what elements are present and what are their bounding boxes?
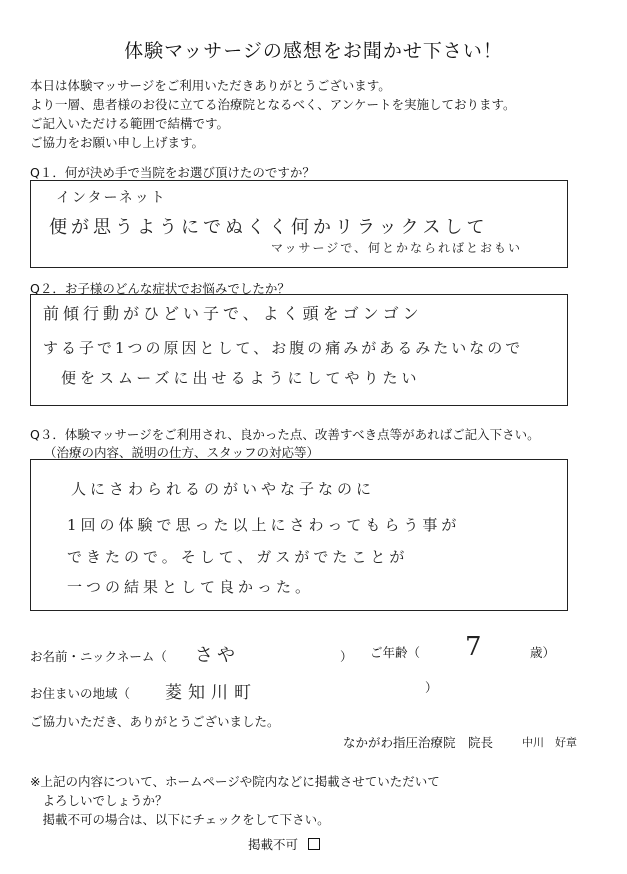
no-publish-option[interactable]: [248, 835, 320, 853]
area-value[interactable]: 菱知川町: [165, 683, 257, 703]
notice-line: 掲載不可の場合は、以下にチェックをして下さい。: [30, 812, 330, 827]
area-close-paren: ）: [425, 680, 438, 695]
intro-line: 本日は体験マッサージをご利用いただきありがとうございます。: [30, 78, 391, 93]
q2-answer-line: 便をスムーズに出せるようにしてやりたい: [61, 369, 421, 387]
intro-line: ご協力をお願い申し上げます。: [30, 135, 205, 150]
no-publish-checkbox[interactable]: [308, 838, 320, 850]
q2-question: Q２．お子様のどんな症状でお悩みでしたか？: [30, 281, 290, 296]
notice-line: ※上記の内容について、ホームページや院内などに掲載させていただいて: [30, 774, 440, 789]
publish-notice: [30, 772, 440, 829]
notice-line: よろしいでしょうか？: [30, 793, 168, 808]
director-name: 中川 好章: [522, 736, 577, 749]
intro-text: [30, 76, 516, 152]
q3-answer-box[interactable]: [30, 459, 568, 611]
name-label: お名前・ニックネーム（: [30, 649, 167, 664]
q1-answer-line: インターネット: [56, 190, 167, 206]
q3-question: Q３．体験マッサージをご利用され、良かった点、改善すべき点等があればご記入下さい。: [30, 427, 540, 442]
q2-answer-line: する子で1つの原因として、お腹の痛みがあるみたいなので: [43, 339, 524, 357]
clinic-name: なかがわ指圧治療院 院長: [343, 735, 494, 750]
q3-answer-line: 人にさわられるのがいやな子なのに: [71, 480, 376, 498]
q3-answer-line: 一つの結果として良かった。: [67, 578, 315, 596]
q3-subnote: （治療の内容、説明の仕方、スタッフの対応等）: [44, 445, 320, 460]
age-label: ご年齢（: [370, 645, 421, 660]
thanks-text: ご協力いただき、ありがとうございました。: [30, 714, 280, 729]
q3-answer-line: できたので。そして、ガスがでたことが: [67, 548, 409, 566]
page-title: 体験マッサージの感想をお聞かせ下さい！: [124, 40, 503, 62]
q1-answer-line: マッサージで、何とかならればとおもい: [271, 241, 523, 255]
age-unit: 歳）: [530, 645, 556, 660]
q1-answer-box[interactable]: [30, 180, 568, 268]
intro-line: より一層、患者様のお役に立てる治療院となるべく、アンケートを実施しております。: [30, 97, 516, 112]
no-publish-label: 掲載不可: [248, 837, 299, 852]
age-value[interactable]: 7: [465, 632, 482, 662]
q3-answer-line: 1回の体験で思った以上にさわってもらう事が: [67, 516, 461, 534]
q1-answer-line: 便が思うようにでぬくく何かリラックスして: [49, 217, 489, 238]
q2-answer-line: 前傾行動がひどい子で、よく頭をゴンゴン: [43, 304, 423, 323]
q1-question: Q１．何が決め手で当院をお選び頂けたのですか？: [30, 165, 315, 180]
q2-answer-box[interactable]: [30, 294, 568, 406]
area-label: お住まいの地域（: [30, 686, 131, 701]
name-close-paren: ）: [340, 649, 353, 664]
intro-line: ご記入いただける範囲で結構です。: [30, 116, 230, 131]
name-value[interactable]: さや: [195, 645, 239, 666]
